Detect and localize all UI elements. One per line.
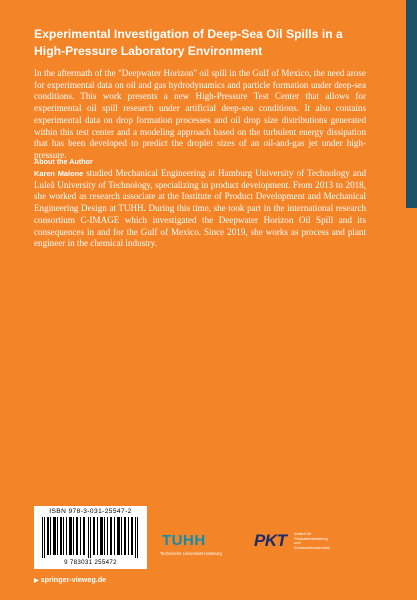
tuhh-subtitle: Technische Universität Hamburg [160,551,222,556]
arrow-right-icon: ▶ [34,578,39,584]
book-abstract: In the aftermath of the "Deepwater Horizon" oil spill in the Gulf of Mexico, the need arose for experimental data on oil and gas hydrodynamics and particle formation under deep-sea conditions. This work presents a new High-Pressure Test Center that allows for experimental oil spill research under artificial deep-sea conditions. It also contains experimental data on drop formation processes and oil drop size distributions generated within this test center and a modeling approach based on the turbulent energy dissipation that has been developed to predict the droplet sizes of an oil-and-gas jet under high-pressure. [34,68,366,160]
isbn-label: ISBN 978-3-031-25547-2 [49,508,132,515]
author-bio-text: studied Mechanical Engineering at Hamburg University of Technology and Luleå University of Technology, specializing in product development. From 2013 to 2018, she worked as research associate at the Institute of Product Development and Mechanical Engineering Design at TUHH. During this time, she took part in the international research consortium C-IMAGE which investigated the Deepwater Horizon Oil Spill and its consequences in and for the Gulf of Mexico. Since 2019, she works as process and plant engineer in the chemical industry. [34,168,367,249]
spine-accent-bar [406,0,417,208]
author-name: Karen Malone [34,169,84,178]
tuhh-wordmark: TUHH [162,532,206,549]
pkt-wordmark: PKT [254,531,287,550]
barcode-icon [42,517,139,558]
book-title: Experimental Investigation of Deep-Sea Oil Spills in a High-Pressure Laboratory Environment [34,27,343,58]
pkt-subtitle: Institut für Produktentwicklung und Konstruktionstechnik [294,531,330,550]
pkt-logo [254,531,334,565]
isbn-barcode [34,506,147,569]
tuhh-logo [160,532,232,562]
about-author-heading: About the Author [34,157,93,166]
barcode-digits: 9 783031 255472 [64,559,117,566]
author-bio [34,168,366,250]
publisher-url-text: springer-vieweg.de [40,575,107,584]
publisher-link[interactable] [34,575,106,584]
